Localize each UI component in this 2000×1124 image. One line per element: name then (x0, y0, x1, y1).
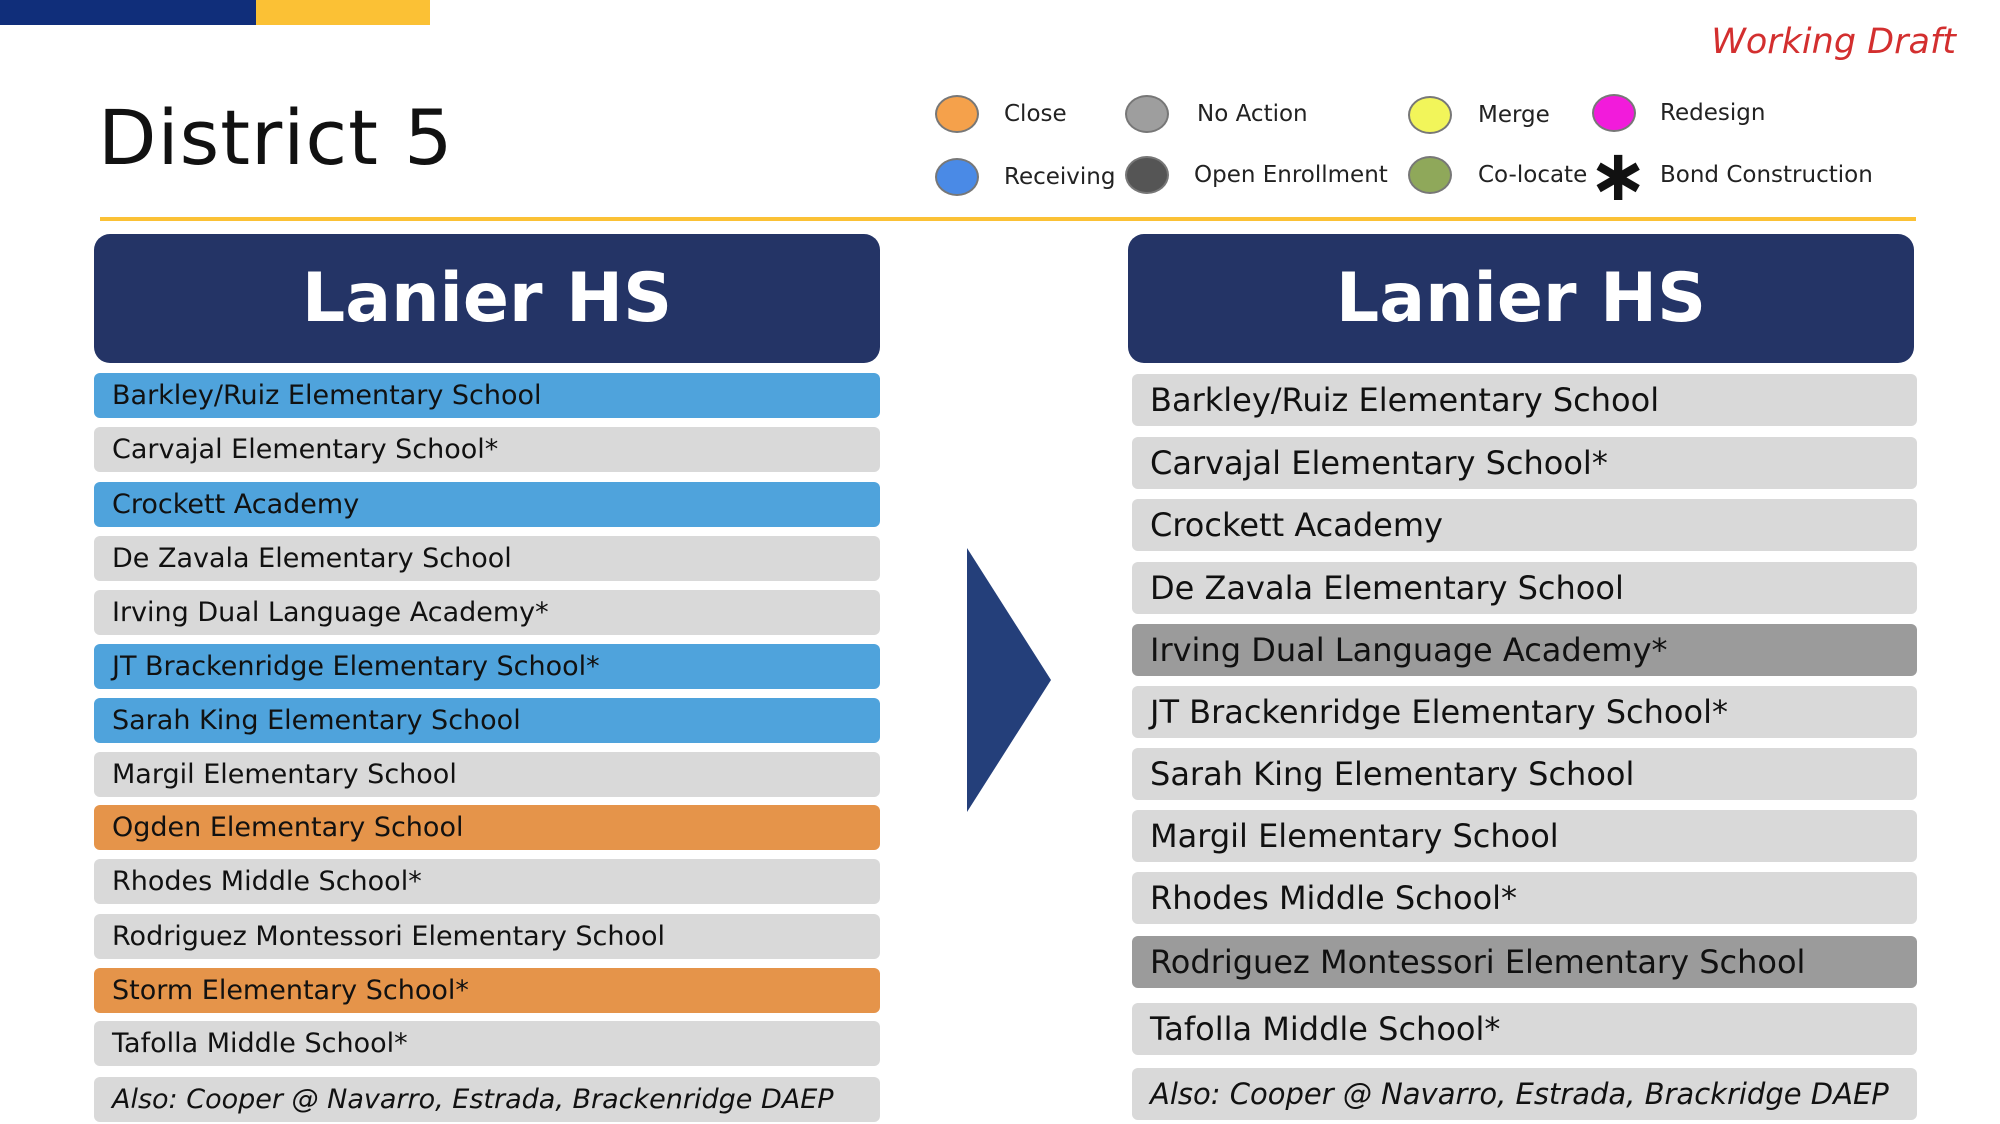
also-note-row (1132, 1068, 1917, 1120)
also-note-text: Also: Cooper @ Navarro, Estrada, Brackenridge DAEP (112, 1084, 834, 1115)
school-name: Irving Dual Language Academy* (112, 597, 549, 628)
left-panel-heading: Lanier HS (94, 234, 880, 363)
legend-item-no-action (1125, 95, 1308, 133)
legend-item-receiving (935, 158, 1115, 196)
also-note-row (94, 1077, 880, 1122)
school-name: Irving Dual Language Academy* (1150, 631, 1668, 669)
page-title: District 5 (98, 93, 454, 182)
school-row (94, 644, 880, 689)
school-row (94, 805, 880, 850)
legend-label: Redesign (1660, 100, 1766, 126)
co-locate-circle-icon (1408, 156, 1452, 194)
school-row (1132, 624, 1917, 676)
school-row (94, 859, 880, 904)
school-name: Carvajal Elementary School* (1150, 444, 1608, 482)
school-name: Storm Elementary School* (112, 975, 469, 1006)
brand-bar-blue (0, 0, 256, 25)
legend-label: Bond Construction (1660, 162, 1873, 188)
legend-label: Close (1004, 101, 1067, 127)
legend-label: Open Enrollment (1194, 162, 1388, 188)
transition-arrow-icon (967, 548, 1051, 812)
school-name: De Zavala Elementary School (112, 543, 512, 574)
legend-label: Co-locate (1478, 162, 1588, 188)
close-circle-icon (935, 95, 979, 133)
header-divider (100, 217, 1916, 221)
asterisk-icon: ∗ (1588, 133, 1649, 217)
school-name: Rhodes Middle School* (1150, 879, 1518, 917)
school-row (94, 590, 880, 635)
school-row (1132, 499, 1917, 551)
school-name: Crockett Academy (1150, 506, 1443, 544)
school-name: JT Brackenridge Elementary School* (1150, 693, 1728, 731)
school-row (94, 373, 880, 418)
merge-circle-icon (1408, 96, 1452, 134)
legend-label: Receiving (1004, 164, 1116, 190)
school-name: JT Brackenridge Elementary School* (112, 651, 600, 682)
school-name: Sarah King Elementary School (112, 705, 521, 736)
working-draft-label: Working Draft (1711, 22, 1956, 62)
school-name: Ogden Elementary School (112, 812, 464, 843)
school-name: Rodriguez Montessori Elementary School (112, 921, 666, 952)
also-note-text: Also: Cooper @ Navarro, Estrada, Brackridge DAEP (1150, 1077, 1889, 1111)
school-row (94, 427, 880, 472)
school-row (94, 698, 880, 743)
school-row (1132, 437, 1917, 489)
school-row (1132, 374, 1917, 426)
school-name: Sarah King Elementary School (1150, 755, 1635, 793)
brand-bar-yellow (256, 0, 430, 25)
legend-item-open-enrollment (1125, 156, 1388, 194)
legend-label: Merge (1478, 102, 1550, 128)
school-name: Barkley/Ruiz Elementary School (112, 380, 542, 411)
school-name: Margil Elementary School (112, 759, 457, 790)
open-enrollment-circle-icon (1125, 156, 1169, 194)
school-name: Rodriguez Montessori Elementary School (1150, 943, 1806, 981)
redesign-circle-icon (1592, 94, 1636, 132)
legend-item-co-locate (1408, 156, 1587, 194)
legend-label: No Action (1197, 101, 1308, 127)
school-name: Carvajal Elementary School* (112, 434, 499, 465)
legend-item-merge (1408, 96, 1550, 134)
school-row (94, 752, 880, 797)
school-row (1132, 872, 1917, 924)
school-name: Rhodes Middle School* (112, 866, 422, 897)
school-row (1132, 936, 1917, 988)
school-name: Barkley/Ruiz Elementary School (1150, 381, 1660, 419)
no-action-circle-icon (1125, 95, 1169, 133)
right-panel-heading: Lanier HS (1128, 234, 1914, 363)
school-row (94, 914, 880, 959)
school-row (94, 968, 880, 1013)
school-row (1132, 1003, 1917, 1055)
legend-item-bond-construction (1588, 133, 1873, 217)
school-row (1132, 562, 1917, 614)
school-name: De Zavala Elementary School (1150, 569, 1624, 607)
school-name: Margil Elementary School (1150, 817, 1559, 855)
school-name: Tafolla Middle School* (1150, 1010, 1501, 1048)
school-row (1132, 686, 1917, 738)
legend-item-redesign (1592, 94, 1765, 132)
school-row (1132, 810, 1917, 862)
legend-item-close (935, 95, 1067, 133)
receiving-circle-icon (935, 158, 979, 196)
school-row (94, 536, 880, 581)
school-name: Crockett Academy (112, 489, 360, 520)
school-row (1132, 748, 1917, 800)
school-row (94, 482, 880, 527)
school-row (94, 1021, 880, 1066)
school-name: Tafolla Middle School* (112, 1028, 408, 1059)
